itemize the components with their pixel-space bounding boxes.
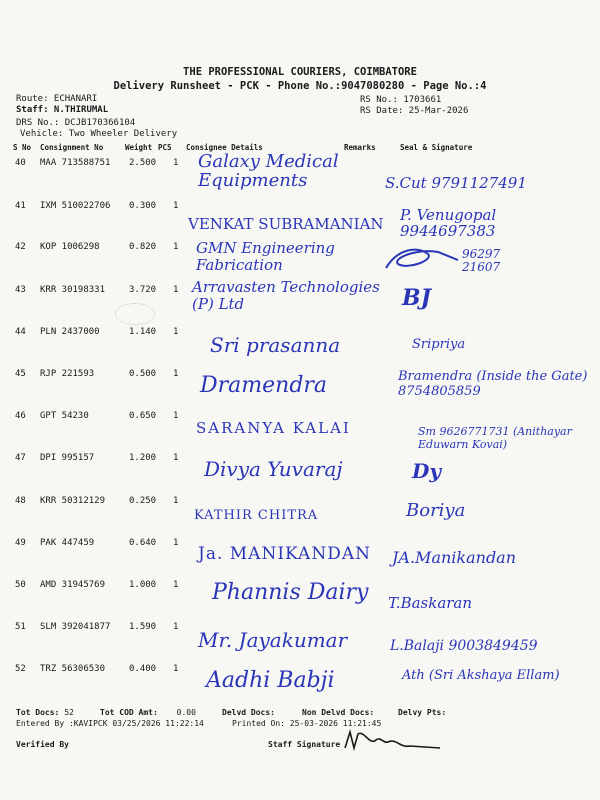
consignee-handwriting: GMN Engineering Fabrication [196,239,335,274]
signature-handwriting: P. Venugopal 9944697383 [400,206,497,240]
table-row [0,411,600,451]
route: Route: ECHANARI [16,94,98,104]
signature-handwriting: L.Balaji 9003849459 [390,638,538,654]
total-cod-label: Tot COD Amt: [100,708,158,717]
table-row [0,201,600,241]
row-consignment: TRZ 56306530 [40,664,106,674]
consignee-handwriting: SARANYA KALAI [196,419,351,437]
signature-handwriting: Sripriya [412,337,466,352]
table-row [0,369,600,409]
row-consignment: RJP 221593 [40,369,95,379]
table-row [0,453,600,493]
table-row [0,278,600,325]
row-consignment: GPT 54230 [40,411,89,421]
row-sno: 51 [15,622,26,632]
row-pcs: 1 [173,327,179,337]
row-weight: 0.400 [129,664,157,674]
delivered-docs: Delvd Docs: [222,708,275,717]
row-pcs: 1 [173,664,179,674]
row-consignment: KRR 50312129 [40,496,106,506]
consignee-handwriting: Mr. Jayakumar [198,628,348,652]
signature-handwriting: Ath (Sri Akshaya Ellam) [402,668,560,683]
row-consignment: SLM 392041877 [40,622,111,632]
row-weight: 2.500 [129,158,157,168]
total-docs-label: Tot Docs: [16,708,60,717]
row-pcs: 1 [173,242,179,252]
col-sno: S No [13,143,32,152]
table-row [0,622,600,662]
row-pcs: 1 [173,369,179,379]
total-docs [16,708,74,717]
row-weight: 0.640 [129,538,157,548]
row-sno: 52 [15,664,26,674]
row-weight: 1.140 [129,327,157,337]
drs-number: DRS No.: DCJB170366104 [16,118,136,128]
staff: Staff: N.THIRUMAL [16,105,109,115]
consignee-handwriting: Divya Yuvaraj [204,457,343,481]
delivery-points: Delvy Pts: [398,708,447,717]
consignee-handwriting: Arravasten Technologies (P) Ltd [192,278,380,313]
col-remarks: Remarks [344,143,376,152]
row-consignment: DPI 995157 [40,453,95,463]
total-cod-value: 0.00 [176,708,196,717]
total-cod [100,708,196,717]
row-sno: 47 [15,453,26,463]
row-weight: 0.820 [129,242,157,252]
col-pcs: PCS [158,143,172,152]
row-consignment: KOP 1006298 [40,242,100,252]
signature-handwriting: Sm 9626771731 (Anithayar Eduwarn Kovai) [418,425,572,451]
row-pcs: 1 [173,285,179,295]
row-weight: 0.250 [129,496,157,506]
consignee-handwriting: Ja. MANIKANDAN [198,544,371,564]
rs-number: RS No.: 1703661 [360,95,442,105]
row-consignment: AMD 31945769 [40,580,106,590]
row-pcs: 1 [173,201,179,211]
printed-on: Printed On: 25-03-2026 11:21:45 [232,719,382,728]
row-sno: 49 [15,538,26,548]
row-pcs: 1 [173,496,179,506]
row-weight: 0.650 [129,411,157,421]
row-sno: 50 [15,580,26,590]
row-weight: 1.590 [129,622,157,632]
row-pcs: 1 [173,453,179,463]
table-row [0,580,600,620]
row-consignment: MAA 713588751 [40,158,111,168]
col-weight: Weight [125,143,153,152]
row-sno: 42 [15,242,26,252]
consignee-handwriting: VENKAT SUBRAMANIAN [188,215,384,233]
table-row [0,151,600,198]
table-row [0,664,600,704]
signature-handwriting: 96297 21607 [462,247,501,274]
consignee-handwriting: Aadhi Babji [206,668,335,693]
row-weight: 1.000 [129,580,157,590]
row-sno: 41 [15,201,26,211]
verified-by-label: Verified By [16,740,69,749]
row-sno: 48 [15,496,26,506]
signature-handwriting: T.Baskaran [388,594,473,612]
staff-signature-scribble [340,726,450,756]
signature-handwriting: JA.Manikandan [392,548,517,567]
row-weight: 1.200 [129,453,157,463]
row-consignment: PAK 447459 [40,538,95,548]
signature-handwriting: Bramendra (Inside the Gate) 8754805859 [398,369,588,399]
company-title: THE PROFESSIONAL COURIERS, COIMBATORE [183,66,417,78]
row-consignment: PLN 2437000 [40,327,100,337]
row-weight: 3.720 [129,285,157,295]
row-consignment: IXM 510022706 [40,201,111,211]
non-delivered-docs: Non Delvd Docs: [302,708,375,717]
row-weight: 0.300 [129,201,157,211]
row-consignment: KRR 30198331 [40,285,106,295]
row-pcs: 1 [173,538,179,548]
consignee-handwriting: KATHIR CHITRA [194,508,319,523]
table-row [0,496,600,536]
rs-date: RS Date: 25-Mar-2026 [360,106,469,116]
total-docs-value: 52 [64,708,74,717]
row-sno: 46 [15,411,26,421]
signature-handwriting: Dy [412,459,441,483]
consignee-handwriting: Galaxy Medical Equipments [198,151,339,191]
col-consignment: Consignment No [40,143,104,152]
runsheet-subtitle: Delivery Runsheet - PCK - Phone No.:9047080280 - Page No.:4 [113,80,487,92]
row-pcs: 1 [173,580,179,590]
consignee-handwriting: Dramendra [200,373,328,398]
table-row [0,327,600,367]
row-pcs: 1 [173,411,179,421]
row-sno: 43 [15,285,26,295]
row-pcs: 1 [173,158,179,168]
signature-handwriting: BJ [402,285,432,311]
signature-handwriting: Boriya [406,500,466,521]
vehicle: Vehicle: Two Wheeler Delivery [20,129,178,139]
row-weight: 0.500 [129,369,157,379]
staff-signature-label: Staff Signature [268,740,341,749]
table-row [0,538,600,578]
entered-by: Entered By :KAVIPCK 03/25/2026 11:22:14 [16,719,204,728]
consignee-handwriting: Sri prasanna [210,333,341,357]
row-sno: 44 [15,327,26,337]
consignee-handwriting: Phannis Dairy [212,580,369,605]
signature-handwriting: S.Cut 9791127491 [385,174,527,192]
signature-scribble-42 [378,240,468,276]
row-sno: 40 [15,158,26,168]
row-sno: 45 [15,369,26,379]
col-signature: Seal & Signature [400,143,473,152]
row-pcs: 1 [173,622,179,632]
table-row [0,239,600,282]
col-consignee: Consignee Details [186,143,263,152]
